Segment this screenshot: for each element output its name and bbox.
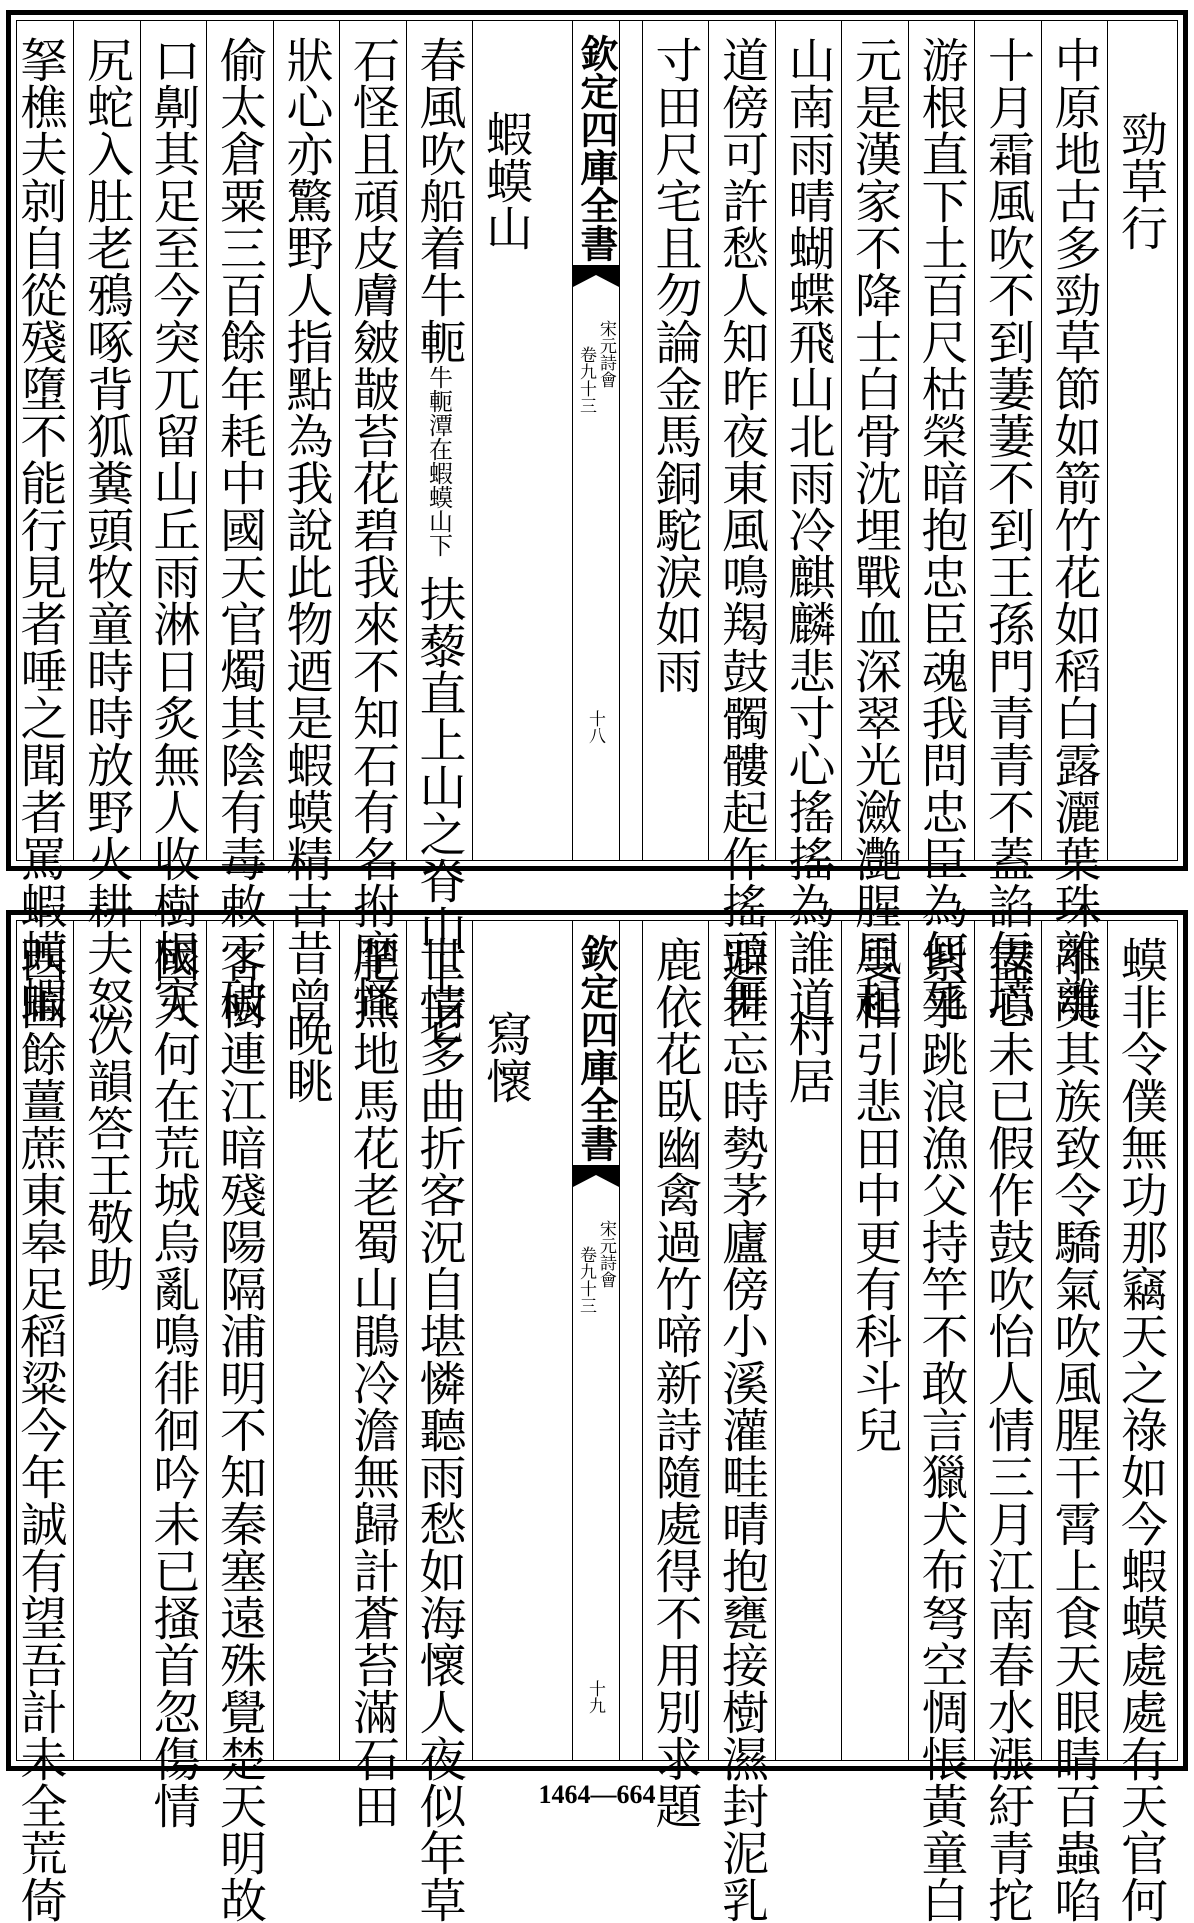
column-text: 勁草行 [1113,110,1168,251]
column-text: 元是漢家不降士白骨沈埋戰血深翠光瀲灔腥風起 [847,36,902,1023]
column-text: 客樹連江暗殘陽隔浦明不知秦塞遠殊覺楚天明故 [212,936,267,1923]
text-column [847,36,902,1023]
column-text: 世情多曲折客況自堪憐聽雨愁如海懷人夜似年草 [411,936,467,1923]
text-column [649,36,701,856]
column-rule [472,920,473,1761]
poem-title [479,110,531,930]
fish-tail-mark [573,265,619,295]
column-text: 村居 [780,1010,836,1104]
column-text: 蝦蟆山 [478,110,533,251]
column-rule [974,20,975,861]
fish-tail-mark [573,1165,619,1195]
text-column [345,36,400,1023]
column-text: 山南雨晴蝴蝶飛山北雨冷麒麟悲寸心搖搖為誰道 [780,36,836,1023]
column-rule [974,920,975,1761]
column-rule [273,20,274,861]
column-text: 不夷其族致令驕氣吹風腥干霄上食天眼睛百蟲啗 [1046,936,1102,1923]
column-rule [7,20,8,861]
column-rule [708,20,709,861]
text-column [913,36,969,1023]
column-text: 次韻答王敬助 [79,1010,134,1292]
column-text: 避世忘時勢茅廬傍小溪灌畦晴抱甕接樹濕封泥乳 [714,936,769,1923]
column-text: 口劓其足至今突兀留山丘雨淋日炙無人收樹根穿 [145,36,201,1023]
poem-title [479,1010,531,1830]
poem-title [80,1010,132,1830]
banner-collection: 宋元詩會 [596,1220,616,1288]
center-banner [572,920,620,1761]
poem-title [782,1010,834,1830]
column-rule [73,20,74,861]
poem-title [1114,110,1166,930]
interlinear-note: 牛軛潭在蝦蟆山下 [424,365,453,557]
column-rule [841,20,842,861]
column-text: 寫懷 [478,1010,533,1104]
text-column [145,36,201,1023]
column-rule [7,920,8,1761]
column-text: 狀心亦驚野人指點為我說此物迺是蝦蟆精古昔曾 [278,36,334,1023]
folio-number: 十八 [585,710,605,744]
text-column [913,936,969,1923]
column-rule [140,20,141,861]
column-text: 鹿依花臥幽禽過竹啼新詩隨處得不用別求題 [647,936,703,1829]
column-rule [206,20,207,861]
column-rule [339,920,340,1761]
text-column [1046,936,1102,1923]
text-column [714,936,769,1923]
column-text: 蟆非令僕無功那竊天之祿如今蝦蟆處處有天官何 [1113,936,1168,1923]
banner-collection: 宋元詩會 [596,320,616,388]
text-column [714,36,769,1023]
column-rule [708,920,709,1761]
column-rule [206,920,207,1761]
column-rule [775,20,776,861]
text-column [12,36,68,1023]
column-text: 國人何在荒城烏亂鳴徘徊吟未已搔首忽傷情 [145,936,201,1829]
column-text: 拏樵夫剠自從殘墮不能行見者唾之聞者罵蝦蟆蝦 [12,36,68,1023]
column-rule [1107,920,1108,1761]
column-rule [273,920,274,1761]
text-column [212,36,267,1023]
column-rule [908,920,909,1761]
column-text: 道傍可許愁人知昨夜東風鳴羯鼓髑髏起作搖頭舞 [714,36,769,1023]
text-column [278,36,334,1023]
column-text: 尻蛇入肚老鴉啄背狐糞頭牧童時時放野火耕夫怒 [79,36,134,1023]
column-text: 叟相引悲田中更有科斗兒 [847,936,902,1453]
column-rule [406,920,407,1761]
column-rule [841,920,842,1761]
column-text: 偷太倉粟三百餘年耗中國天官燭其陰有毒敕丁破 [212,36,267,1023]
column-rule [1041,920,1042,1761]
banner-volume: 卷九十三 [576,1246,596,1314]
column-text: 紫爭跳浪漁父持竿不敢言獵犬布弩空惆悵黃童白 [913,936,969,1923]
column-text: 肥燕地馬花老蜀山鵑冷澹無歸計蒼苔滿石田 [345,936,400,1829]
text-column [848,936,900,1756]
text-column [980,36,1035,1023]
text-column [345,936,400,1829]
column-rule [642,920,643,1761]
column-text-continued: 扶藜直上山之脊山上老 [411,575,467,1045]
column-rule [140,920,141,1761]
banner-volume: 卷九十三 [576,346,596,414]
text-column [145,936,201,1829]
text-column [1113,936,1168,1923]
banner-title: 欽定四庫全書 [574,934,619,1162]
column-text: 春風吹船着牛軛 [411,36,467,365]
column-rule [339,20,340,861]
folio-number: 十九 [585,1680,605,1714]
column-text: 寸田尺宅且勿論金馬銅駝淚如雨 [647,36,703,694]
column-text: 石怪且頑皮膚皴皵苔花碧我來不知石有名拊摩怪 [345,36,400,1023]
column-text: 十月霜風吹不到萋萋不到王孫門青青不蓋諂佞墳 [980,36,1035,1023]
column-rule [642,20,643,861]
banner-title: 欽定四庫全書 [574,34,619,262]
text-column [212,936,267,1923]
column-text: 晚眺 [278,1010,334,1104]
poem-title [280,1010,332,1830]
text-column [647,936,703,1829]
text-column [1046,36,1102,1023]
text-column [411,36,467,1045]
text-column [411,936,467,1923]
column-text: 中原地古多勁草節如箭竹花如稻白露灑葉珠離離 [1046,36,1102,1023]
text-column [12,936,68,1923]
column-rule [472,20,473,861]
column-text: 盡心未已假作鼓吹怡人情三月江南春水漲紆青拕 [980,936,1035,1923]
column-text: 游根直下土百尺枯榮暗抱忠臣魂我問忠臣為何死 [913,36,969,1023]
column-rule [908,20,909,861]
column-text: 西圃餘薑蔗東皋足稻粱今年誠有望吾計未全荒倚 [12,936,68,1923]
column-rule [1041,20,1042,861]
center-banner [572,20,620,861]
column-rule [775,920,776,1761]
text-column [79,36,134,1023]
text-column [780,36,836,1023]
text-column [980,936,1035,1923]
column-rule [1107,20,1108,861]
column-rule [73,920,74,1761]
page-number: 1464—664 [538,1780,656,1809]
